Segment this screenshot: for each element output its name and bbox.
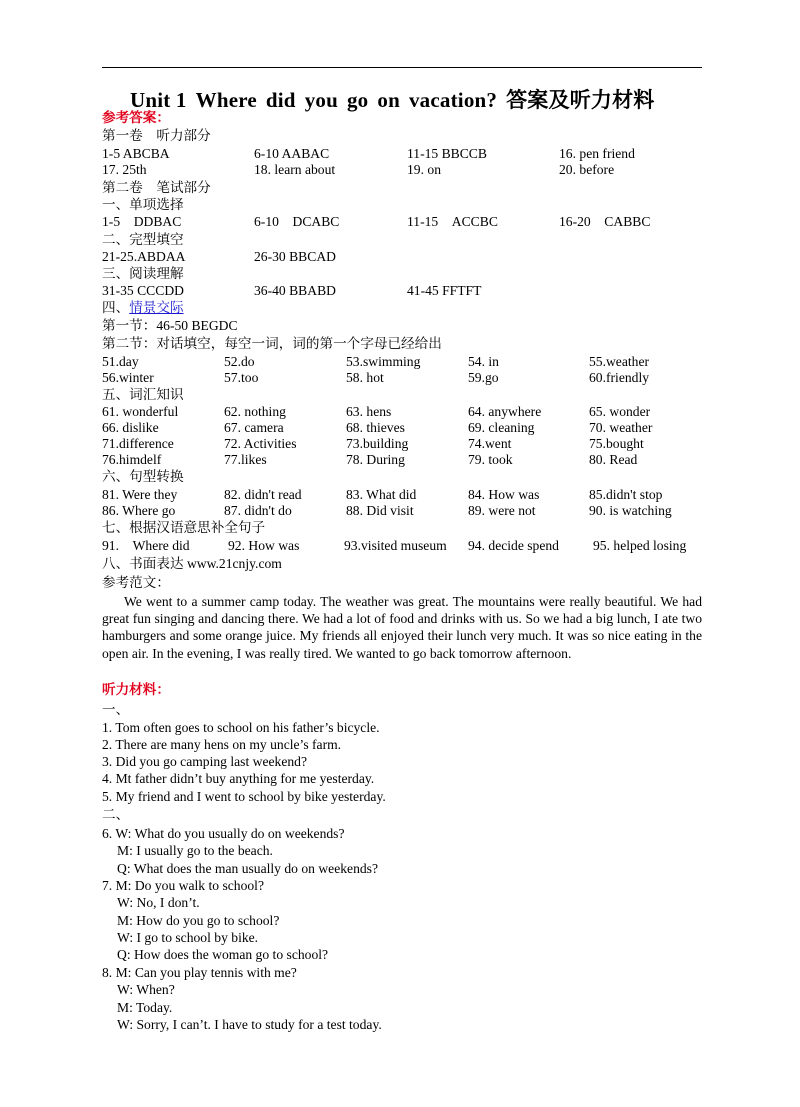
section-heading: 二、完型填空: [102, 232, 184, 247]
subsection-heading: 第二节：对话填空，每空一词，词的第一个字母已经给出: [102, 336, 442, 351]
sample-essay: We went to a summer camp today. The weather was great. The mountains were really beautiful. We had great fun singing and dancing there. We had a lot of food and drinks with us. So we had a big lunch, I ate two hamburgers and some orange juice. My friends all enjoyed their lunch very much. It was so nice eating in the open air. In the evening, I was really tired. We wanted to go back tomorrow afternoon.: [102, 594, 702, 661]
section-heading: 第二卷 笔试部分: [102, 180, 211, 195]
section-heading: 一、单项选择: [102, 197, 184, 212]
answer-row: 76.himdelf 77.likes 78. During 79. took 80. Read: [102, 452, 638, 467]
page-title: Unit 1 Where did you go on vacation? 答案及听力材料: [130, 88, 655, 112]
answer-row: 21-25.ABDAA 26-30 BBCAD: [102, 249, 336, 264]
section-heading: 六、句型转换: [102, 469, 184, 484]
answer-row: 1-5 DDBAC 6-10 DCABC 11-15 ACCBC 16-20 CABBC: [102, 214, 651, 229]
situation-link[interactable]: 情景交际: [129, 300, 184, 315]
answer-row: 71.difference 72. Activities 73.building 74.went 75.bought: [102, 436, 644, 451]
dialogue-line: Q: How does the woman go to school?: [117, 947, 329, 962]
listening-part-heading: 二、: [102, 807, 130, 822]
subsection-heading: 第一节：46-50 BEGDC: [102, 318, 238, 333]
dialogue-line: W: Sorry, I can’t. I have to study for a test today.: [117, 1017, 382, 1032]
listening-part-heading: 一、: [102, 702, 130, 717]
listening-line: 1. Tom often goes to school on his father’s bicycle.: [102, 720, 380, 735]
sample-label: 参考范文：: [102, 575, 170, 590]
answer-row: 91. Where did 92. How was 93.visited museum 94. decide spend 95. helped losing: [102, 538, 687, 553]
answer-row: 31-35 CCCDD 36-40 BBABD 41-45 FFTFT: [102, 283, 482, 298]
listening-line: 2. There are many hens on my uncle’s farm.: [102, 737, 342, 752]
dialogue-line: W: No, I don’t.: [117, 895, 200, 910]
listening-line: 5. My friend and I went to school by bike yesterday.: [102, 789, 386, 804]
section-heading: 三、阅读理解: [102, 266, 184, 281]
answer-row: 86. Where go 87. didn't do 88. Did visit 89. were not 90. is watching: [102, 503, 672, 518]
section-heading: 八、书面表达 www.21cnjy.com: [102, 556, 282, 571]
section-heading: 七、根据汉语意思补全句子: [102, 520, 266, 535]
listening-line: 4. Mt father didn’t buy anything for me yesterday.: [102, 771, 375, 786]
answer-row: 17. 25th 18. learn about 19. on 20. before: [102, 162, 615, 177]
answer-row: 1-5 ABCBA 6-10 AABAC 11-15 BBCCB 16. pen friend: [102, 146, 635, 161]
dialogue-line: 7. M: Do you walk to school?: [102, 878, 264, 893]
listening-line: 3. Did you go camping last weekend?: [102, 754, 307, 769]
header-rule: [102, 67, 702, 68]
dialogue-line: 8. M: Can you play tennis with me?: [102, 965, 297, 980]
section-heading: 第一卷 听力部分: [102, 128, 211, 143]
answer-row: 61. wonderful 62. nothing 63. hens 64. anywhere 65. wonder: [102, 404, 651, 419]
answers-heading: 参考答案：: [102, 110, 170, 125]
dialogue-line: M: I usually go to the beach.: [117, 843, 273, 858]
answer-row: 81. Were they 82. didn't read 83. What did 84. How was 85.didn't stop: [102, 487, 663, 502]
section-heading: 五、词汇知识: [102, 387, 184, 402]
dialogue-line: W: When?: [117, 982, 175, 997]
dialogue-line: M: How do you go to school?: [117, 913, 280, 928]
answer-row: 66. dislike 67. camera 68. thieves 69. cleaning 70. weather: [102, 420, 653, 435]
answer-row: 51.day 52.do 53.swimming 54. in 55.weather: [102, 354, 650, 369]
dialogue-line: 6. W: What do you usually do on weekends?: [102, 826, 345, 841]
answer-row: 56.winter 57.too 58. hot 59.go 60.friendly: [102, 370, 650, 385]
dialogue-line: W: I go to school by bike.: [117, 930, 259, 945]
dialogue-line: Q: What does the man usually do on weekends?: [117, 861, 378, 876]
section-heading: 四、情景交际: [102, 300, 184, 315]
dialogue-line: M: Today.: [117, 1000, 173, 1015]
listening-heading: 听力材料：: [102, 682, 170, 697]
